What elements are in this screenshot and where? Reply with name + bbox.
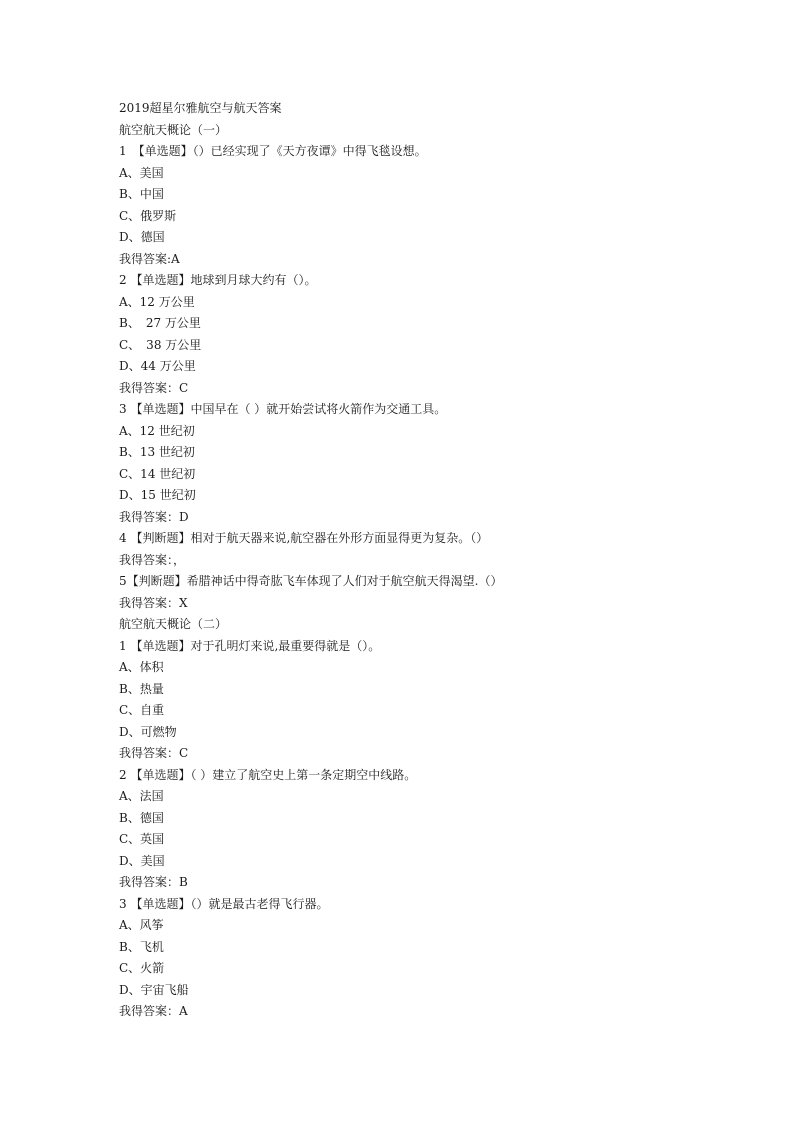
option-line: A、风筝	[119, 918, 164, 932]
question-3: 3 【单选题】（）就是最古老得飞行器。	[119, 896, 329, 911]
option-line: B、13 世纪初	[119, 445, 195, 459]
option-line: D、可燃物	[119, 724, 177, 739]
question-2: 2 【单选题】（ ）建立了航空史上第一条定期空中线路。	[119, 767, 417, 782]
section-heading-1: 航空航天概论（一）	[119, 122, 228, 137]
option-line: B、 27 万公里	[119, 316, 201, 330]
question-2: 2 【单选题】地球到月球大约有（）。	[119, 273, 317, 287]
option-line: C、自重	[119, 703, 165, 717]
option-line: D、44 万公里	[119, 359, 196, 373]
option-line: C、火箭	[119, 961, 165, 975]
document-title: 2019超星尔雅航空与航天答案	[119, 101, 282, 115]
answer-line: 我得答案：A	[119, 1004, 188, 1018]
option-line: C、英国	[119, 832, 165, 846]
option-line: A、12 世纪初	[119, 423, 195, 438]
question-3: 3 【单选题】中国早在（ ）就开始尝试将火箭作为交通工具。	[119, 402, 447, 416]
option-line: C、 38 万公里	[119, 337, 202, 352]
option-line: C、俄罗斯	[119, 208, 177, 223]
option-line: A、12 万公里	[119, 294, 195, 309]
answer-line: 我得答案：X	[119, 595, 188, 610]
option-line: A、法国	[119, 789, 164, 803]
option-line: A、体积	[119, 660, 164, 674]
option-line: B、热量	[119, 681, 164, 696]
question-1: 1 【单选题】（）已经实现了《天方夜谭》中得飞毯设想。	[119, 144, 427, 158]
option-line: D、德国	[119, 230, 165, 244]
option-line: D、15 世纪初	[119, 488, 196, 502]
section-heading-2: 航空航天概论（二）	[119, 617, 228, 631]
question-4: 4 【判断题】相对于航天器来说,航空器在外形方面显得更为复杂。（）	[119, 531, 489, 545]
option-line: C、14 世纪初	[119, 466, 196, 481]
answer-line: 我得答案：，	[119, 552, 186, 567]
document-body	[119, 98, 760, 1023]
question-5: 5【判断题】希腊神话中得奇肱飞车体现了人们对于航空航天得渴望.（）	[119, 574, 503, 588]
answer-line: 我得答案：D	[119, 509, 189, 524]
option-line: B、中国	[119, 187, 164, 201]
question-1: 1 【单选题】对于孔明灯来说,最重要得就是（）。	[119, 638, 381, 653]
answer-line: 我得答案:A	[119, 251, 180, 266]
option-line: B、飞机	[119, 939, 164, 954]
answer-line: 我得答案：C	[119, 746, 189, 760]
option-line: B、德国	[119, 810, 164, 825]
answer-line: 我得答案：B	[119, 875, 188, 889]
option-line: D、宇宙飞船	[119, 982, 189, 997]
answer-line: 我得答案：C	[119, 380, 189, 395]
option-line: A、美国	[119, 165, 164, 180]
option-line: D、美国	[119, 853, 165, 868]
